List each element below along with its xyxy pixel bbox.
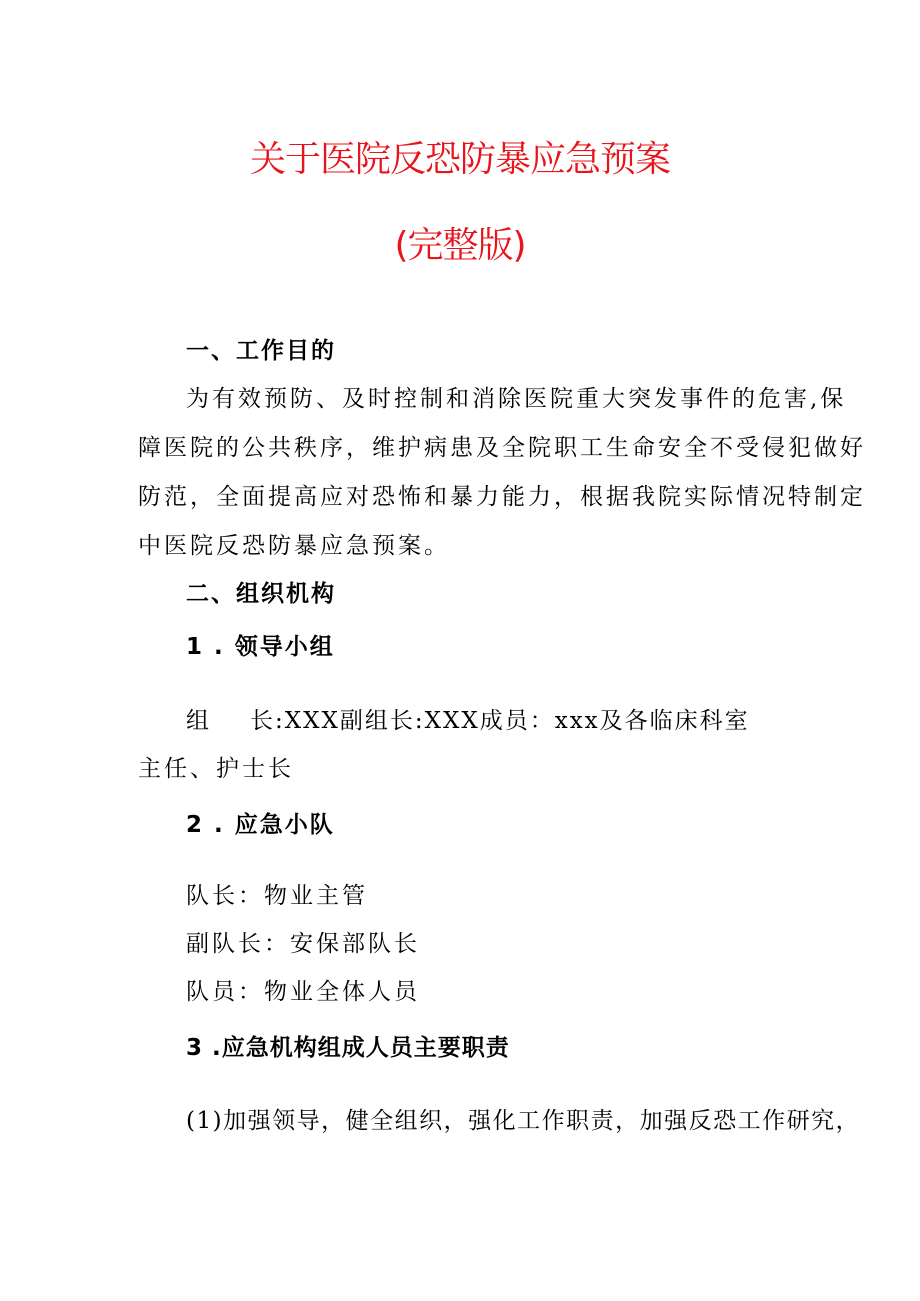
leader-label: 组: [186, 708, 212, 734]
team-leader: 队长：物业主管: [186, 883, 368, 909]
section1-para-line1: 为有效预防、及时控制和消除医院重大突发事件的危害,保: [186, 386, 847, 412]
sub3-heading: 3 .应急机构组成人员主要职责: [186, 1035, 510, 1061]
leader-members: 长:XXX副组长:XXX成员：xxx及各临床科室: [250, 708, 750, 734]
duty-item-1: (1)加强领导，健全组织，强化工作职责，加强反恐工作研究，: [186, 1108, 861, 1134]
section1-heading: 一、工作目的: [186, 338, 336, 364]
team-deputy: 副队长：安保部队长: [186, 931, 420, 957]
document-subtitle: (完整版): [394, 225, 526, 266]
sub2-heading: 2 . 应急小队: [186, 812, 335, 838]
leader-members-cont: 主任、护士长: [138, 756, 294, 782]
section1-para-line2: 障医院的公共秩序，维护病患及全院职工生命安全不受侵犯做好: [138, 435, 866, 461]
section2-heading: 二、组织机构: [186, 581, 336, 607]
sub1-heading: 1 . 领导小组: [186, 634, 335, 660]
document-title: 关于医院反恐防暴应急预案: [249, 139, 670, 180]
team-members: 队员：物业全体人员: [186, 979, 420, 1005]
section1-para-line4: 中医院反恐防暴应急预案。: [138, 533, 450, 559]
section1-para-line3: 防范，全面提高应对恐怖和暴力能力，根据我院实际情况特制定: [138, 484, 866, 510]
